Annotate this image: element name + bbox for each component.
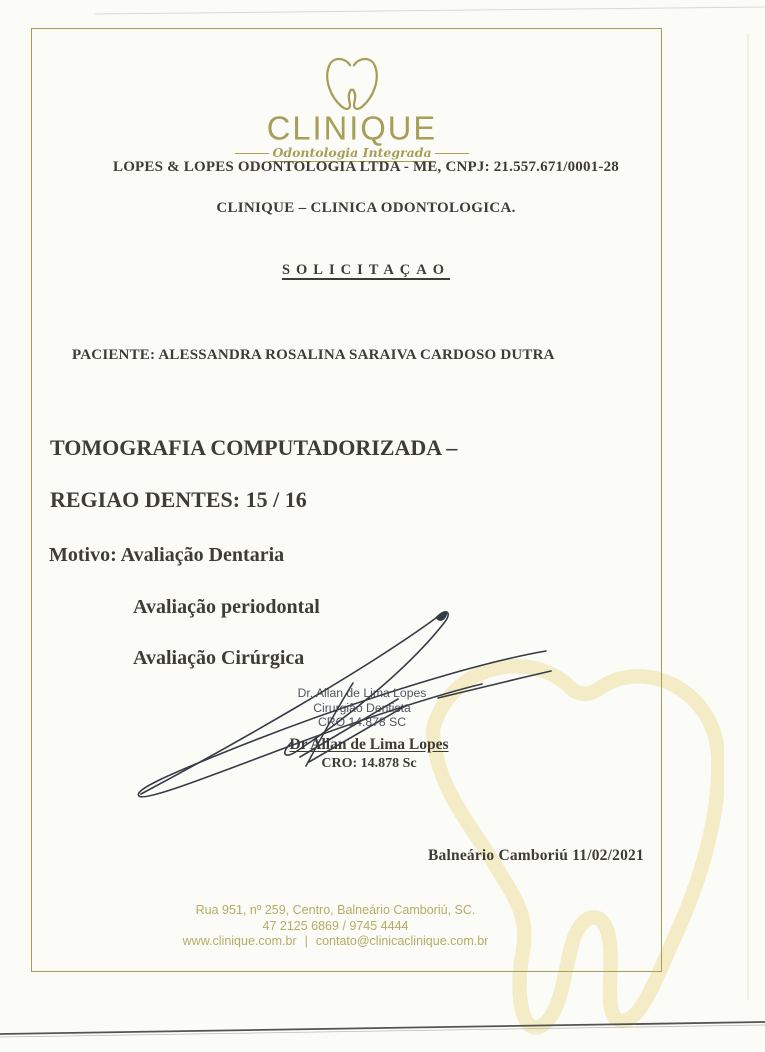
signature-name: Dr Allan de Lima Lopes <box>289 736 449 753</box>
reason-line-2: Avaliação periodontal <box>133 596 320 618</box>
patient-line: PACIENTE: ALESSANDRA ROSALINA SARAIVA CARDOSO DUTRA <box>72 347 555 363</box>
footer-phones: 47 2125 6869 / 9745 4444 <box>262 918 409 933</box>
tagline-text: Odontologia Integrada <box>269 145 434 162</box>
exam-line-2: REGIAO DENTES: 15 / 16 <box>50 487 307 512</box>
company-line: LOPES & LOPES ODONTOLOGIA LTDA - ME, CNPJ: 21.557.671/0001-28 <box>112 159 619 175</box>
signature-cro: CRO: 14.878 Sc <box>321 756 417 771</box>
footer-block <box>20 903 651 950</box>
footer-contact-line <box>20 934 651 950</box>
footer-email: contato@clinicaclinique.com.br <box>315 934 489 948</box>
exam-line-1: TOMOGRAFIA COMPUTADORIZADA – <box>50 435 458 460</box>
dentist-stamp <box>262 686 462 730</box>
clinic-line: CLINIQUE – CLINICA ODONTOLOGICA. <box>216 200 516 216</box>
footer-address: Rua 951, nº 259, Centro, Balneário Camboriú, SC. <box>195 903 476 917</box>
footer-separator: | <box>304 934 308 948</box>
tooth-logo-icon <box>323 54 381 114</box>
stamp-role: Cirurgião Dentista <box>313 700 411 715</box>
tagline-left-rule <box>235 153 269 154</box>
brand-name: CLINIQUE <box>266 109 438 147</box>
signature-block <box>269 736 469 772</box>
stamp-cro: CRO 14.878 SC <box>317 715 407 729</box>
stamp-name: Dr. Allan de Lima Lopes <box>297 686 427 700</box>
logo-block <box>36 54 668 162</box>
document-title: SOLICITAÇAO <box>281 262 451 278</box>
footer-website: www.clinique.com.br <box>182 934 297 948</box>
reason-line-3: Avaliação Cirúrgica <box>133 647 305 669</box>
tagline-right-rule <box>435 153 469 154</box>
date-line: Balneário Camboriú 11/02/2021 <box>428 847 644 864</box>
reason-line-1: Motivo: Avaliação Dentaria <box>49 544 285 566</box>
